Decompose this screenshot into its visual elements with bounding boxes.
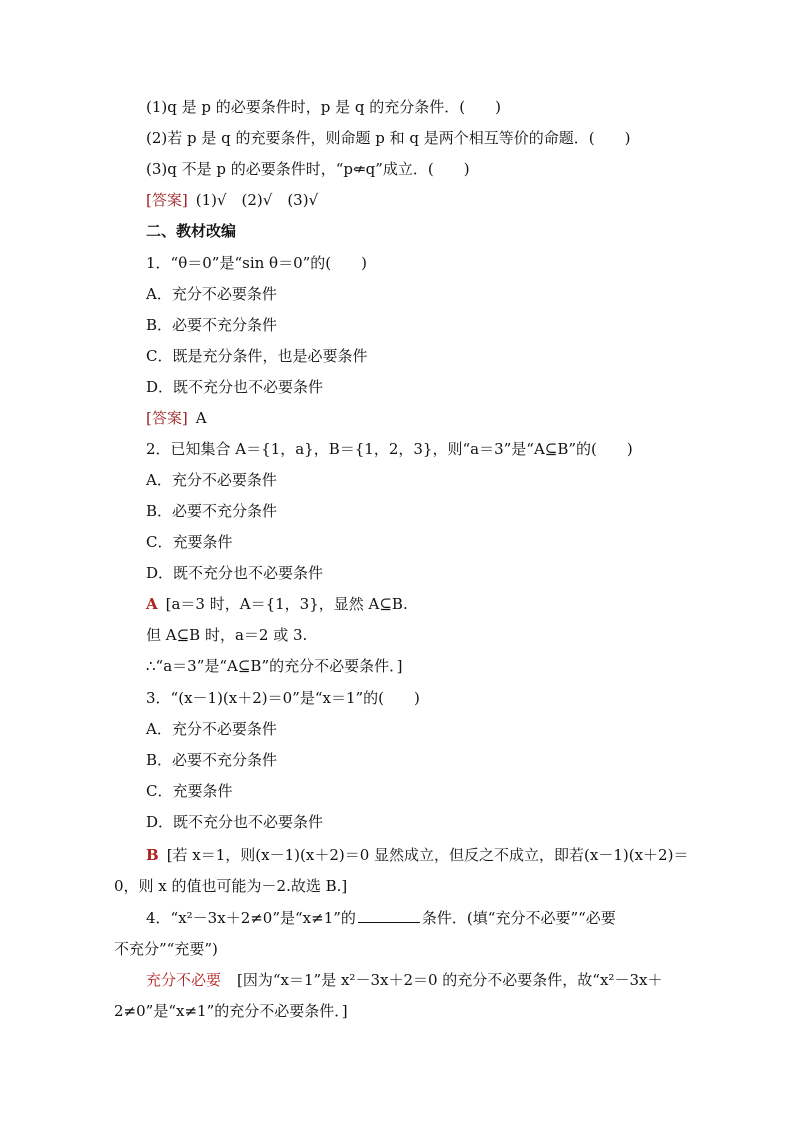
stem-part-a: 4．“x²－3x＋2≠0”是“x≠1”的 <box>146 909 356 927</box>
problem-2-option-c: C．充要条件 <box>146 533 233 551</box>
problem-3-solution-2: 0，则 x 的值也可能为－2.故选 B.] <box>114 877 348 895</box>
answer-letter: A <box>146 595 158 613</box>
problem-4-solution-2: 2≠0”是“x≠1”的充分不必要条件．] <box>114 1002 348 1020</box>
problem-3-option-a: A．充分不必要条件 <box>146 720 277 738</box>
section-title: 二、教材改编 <box>146 222 237 240</box>
problem-4-solution-1 <box>146 970 662 990</box>
problem-2-stem: 2．已知集合 A＝{1，a}，B＝{1，2，3}，则“a＝3”是“A⊆B”的( ) <box>146 440 633 458</box>
problem-3-option-d: D．既不充分也不必要条件 <box>146 813 324 831</box>
problem-2-solution-2: 但 A⊆B 时，a＝2 或 3. <box>146 626 308 644</box>
judge-question-2: (2)若 p 是 q 的充要条件，则命题 p 和 q 是两个相互等价的命题．( ) <box>146 129 631 147</box>
solution-text: [a＝3 时，A＝{1，3}，显然 A⊆B. <box>165 595 408 613</box>
problem-1-option-d: D．既不充分也不必要条件 <box>146 378 324 396</box>
judge-question-3: (3)q 不是 p 的必要条件时，“p⇍q”成立．( ) <box>146 160 470 178</box>
problem-1-option-a: A．充分不必要条件 <box>146 285 277 303</box>
problem-2-option-a: A．充分不必要条件 <box>146 471 277 489</box>
problem-1-option-c: C．既是充分条件，也是必要条件 <box>146 347 368 365</box>
problem-2-solution-1 <box>146 594 408 614</box>
answer-tag: [答案] <box>146 409 188 427</box>
problem-3-option-b: B．必要不充分条件 <box>146 751 278 769</box>
problem-3-option-c: C．充要条件 <box>146 782 233 800</box>
solution-text: [若 x＝1，则(x－1)(x＋2)＝0 显然成立，但反之不成立，即若(x－1)(x＋2)＝ <box>166 846 689 864</box>
answer-text: 充分不必要 <box>146 971 222 989</box>
judge-question-1: (1)q 是 p 的必要条件时，p 是 q 的充分条件．( ) <box>146 98 501 116</box>
problem-3-solution-1 <box>146 845 688 865</box>
problem-2-option-d: D．既不充分也不必要条件 <box>146 564 324 582</box>
stem-part-b: 条件．(填“充分不必要”“必要 <box>421 909 616 927</box>
answer-text: A <box>195 409 207 427</box>
problem-1-stem: 1．“θ＝0”是“sin θ＝0”的( ) <box>146 254 367 272</box>
answer-tag: [答案] <box>146 191 188 209</box>
judge-answer-line <box>146 190 318 210</box>
problem-1-answer <box>146 408 207 428</box>
problem-4-stem <box>146 908 616 928</box>
answer-letter: B <box>146 846 159 864</box>
problem-3-stem: 3．“(x－1)(x＋2)＝0”是“x＝1”的( ) <box>146 689 420 707</box>
problem-4-stem-continued: 不充分”“充要”) <box>114 940 218 958</box>
fill-blank <box>358 908 420 923</box>
solution-text: [因为“x＝1”是 x²－3x＋2＝0 的充分不必要条件，故“x²－3x＋ <box>237 971 663 989</box>
problem-1-option-b: B．必要不充分条件 <box>146 316 278 334</box>
problem-2-option-b: B．必要不充分条件 <box>146 502 278 520</box>
problem-2-solution-3: ∴“a＝3”是“A⊆B”的充分不必要条件．] <box>146 657 403 675</box>
answer-text: (1)√ (2)√ (3)√ <box>195 191 319 209</box>
